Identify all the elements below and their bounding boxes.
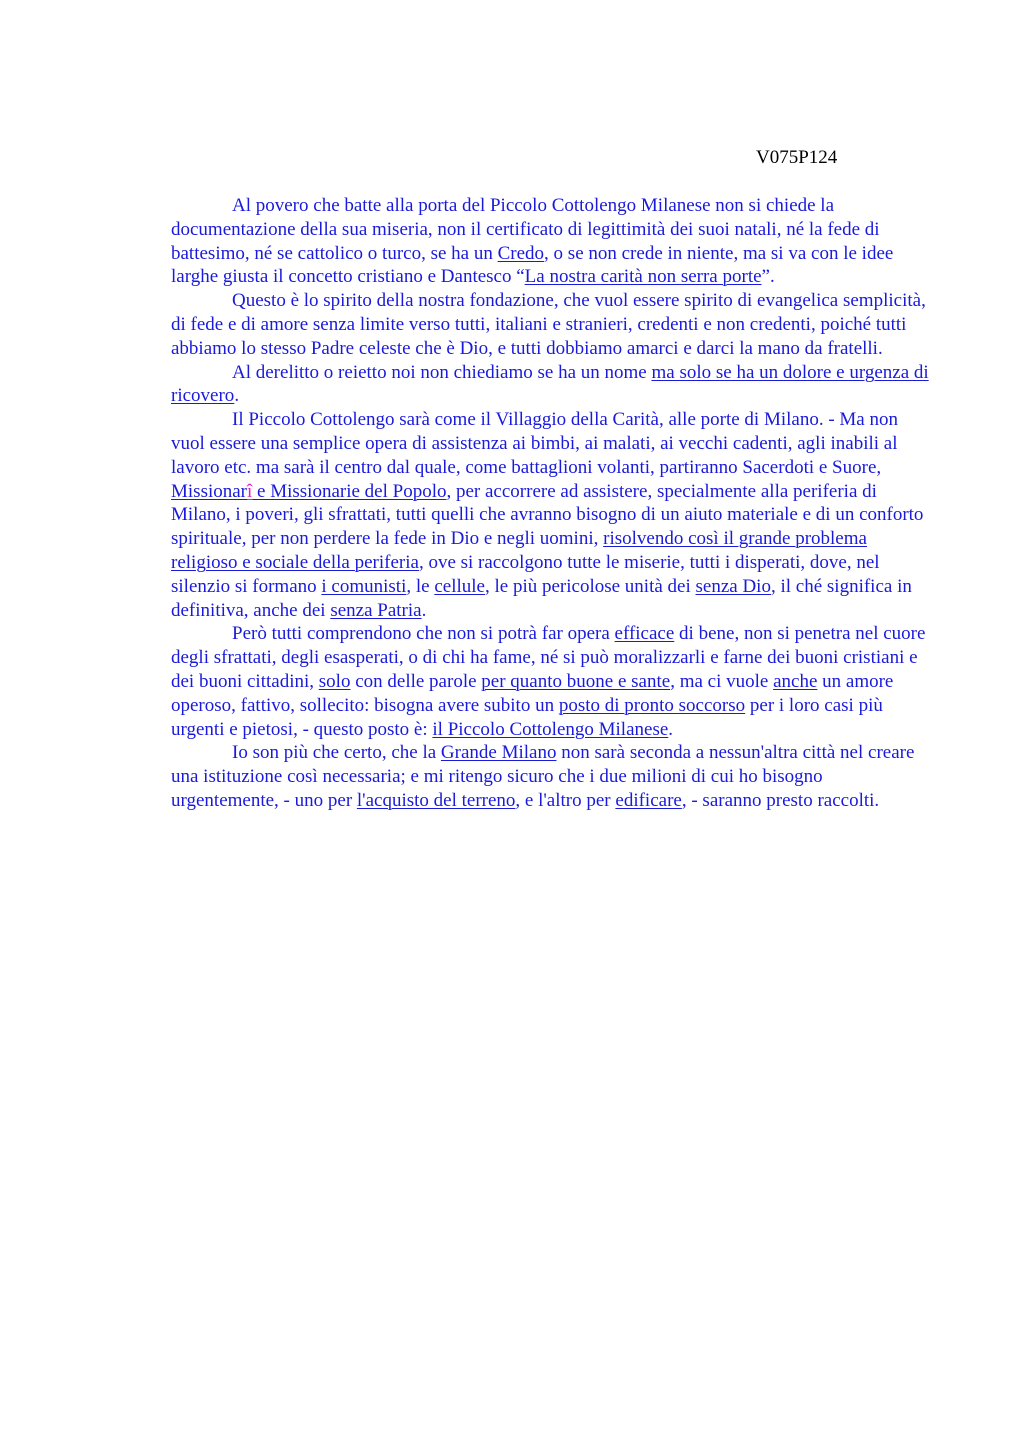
- paragraph: [171, 361, 931, 409]
- text-run: ”.: [761, 266, 775, 288]
- underlined-text: senza Dio: [695, 575, 771, 597]
- underlined-text: senza Patria: [330, 599, 422, 621]
- text-run: Al derelitto o reietto noi non chiediamo se ha un nome: [232, 361, 652, 383]
- text-run: Il Piccolo Cottolengo sarà come il Villaggio della Carità, alle porte di Milano. - Ma non vuol essere una semplice opera di assistenza ai bimbi, ai malati, ai vecchi cadenti, agli inabili al lavoro etc. ma sarà il centro dal quale, come battaglioni volanti, partiranno Sacerdoti e Suore,: [171, 409, 898, 478]
- text-run: , o se non crede in niente, ma si va con le idee larghe giusta il concetto cristiano e Dantesco “: [171, 242, 894, 288]
- text-run: , ove si raccolgono tutte le miserie, tutti i disperati, dove, nel silenzio si formano: [171, 551, 880, 597]
- text-run: , e l'altro per: [515, 789, 616, 811]
- text-run: , ma ci vuole: [670, 670, 774, 692]
- text-run: , - saranno presto raccolti.: [681, 789, 880, 811]
- text-run: Questo è lo spirito della nostra fondazione, che vuol essere spirito di evangelica semplicità, di fede e di amore senza limite verso tutti, italiani e stranieri, credenti e non credenti, poiché tutti abbiamo lo stesso Padre celeste che è Dio, e tutti dobbiamo amarci e darci la mano da fratelli.: [171, 290, 926, 359]
- paragraph: [171, 194, 931, 289]
- underlined-text: cellule: [434, 575, 485, 597]
- underlined-text: risolvendo così il grande problema religioso e sociale della periferia: [171, 528, 867, 573]
- underlined-text: efficace: [614, 623, 675, 645]
- underlined-text: i comunisti: [321, 575, 407, 597]
- text-run: , il ché significa in definitiva, anche dei: [171, 575, 912, 621]
- underlined-text: Grande Milano: [440, 742, 557, 764]
- paragraph: [171, 622, 931, 741]
- text-run: un amore operoso, fattivo, sollecito: bisogna avere subito un: [171, 670, 894, 716]
- text-run: non sarà seconda a nessun'altra città nel creare una istituzione così necessaria; e mi ritengo sicuro che i due milioni di cui ho bisogno urgentemente, - uno per: [171, 742, 915, 811]
- underlined-text: Missionar: [171, 480, 247, 502]
- text-run: .: [668, 718, 674, 740]
- underlined-text: La nostra carità non serra porte: [524, 266, 762, 288]
- paragraph: [171, 741, 931, 812]
- text-run: Al povero che batte alla porta del Piccolo Cottolengo Milanese non si chiede la documentazione della sua miseria, non il certificato di legittimità dei suoi natali, né la fede di battesimo, né se cattolico o turco, se ha un: [171, 195, 880, 264]
- text-run: .: [234, 385, 240, 407]
- underlined-text: Credo: [497, 242, 545, 264]
- underlined-text: î: [247, 480, 253, 502]
- text-run: Però tutti comprendono che non si potrà far opera: [232, 623, 615, 645]
- underlined-text: ma solo se ha un dolore e urgenza di ricovero: [171, 361, 929, 407]
- underlined-text: per quanto buone e sante: [481, 670, 671, 692]
- underlined-text: anche: [773, 670, 818, 692]
- text-run: , le: [406, 575, 435, 597]
- text-run: , le più pericolose unità dei: [484, 575, 696, 597]
- paragraph: [171, 289, 931, 360]
- underlined-text: edificare: [615, 789, 682, 811]
- document-id: V075P124: [756, 147, 838, 168]
- text-run: , per accorrere ad assistere, specialmente alla periferia di Milano, i poveri, gli sfrattati, tutti quelli che avranno bisogno di un aiuto materiale e di un conforto spirituale, per non perdere la fede in Dio e negli uomini,: [171, 480, 924, 550]
- text-run: Io son più che certo, che la: [232, 742, 441, 764]
- paragraph: [171, 408, 931, 622]
- underlined-text: il Piccolo Cottolengo Milanese: [432, 718, 669, 740]
- document-body: [171, 194, 931, 813]
- text-run: per i loro casi più urgenti e pietosi, - questo posto è:: [171, 694, 883, 740]
- text-run: con delle parole: [350, 670, 482, 692]
- underlined-text: solo: [318, 670, 351, 692]
- text-run: .: [421, 599, 427, 621]
- underlined-text: l'acquisto del terreno: [356, 789, 516, 811]
- text-run: di bene, non si penetra nel cuore degli sfrattati, degli esasperati, o di chi ha fame, né si può moralizzarli e farne dei buoni cristiani e dei buoni cittadini,: [171, 623, 926, 692]
- underlined-text: posto di pronto soccorso: [558, 694, 746, 716]
- underlined-text: e Missionarie del Popolo: [252, 480, 447, 502]
